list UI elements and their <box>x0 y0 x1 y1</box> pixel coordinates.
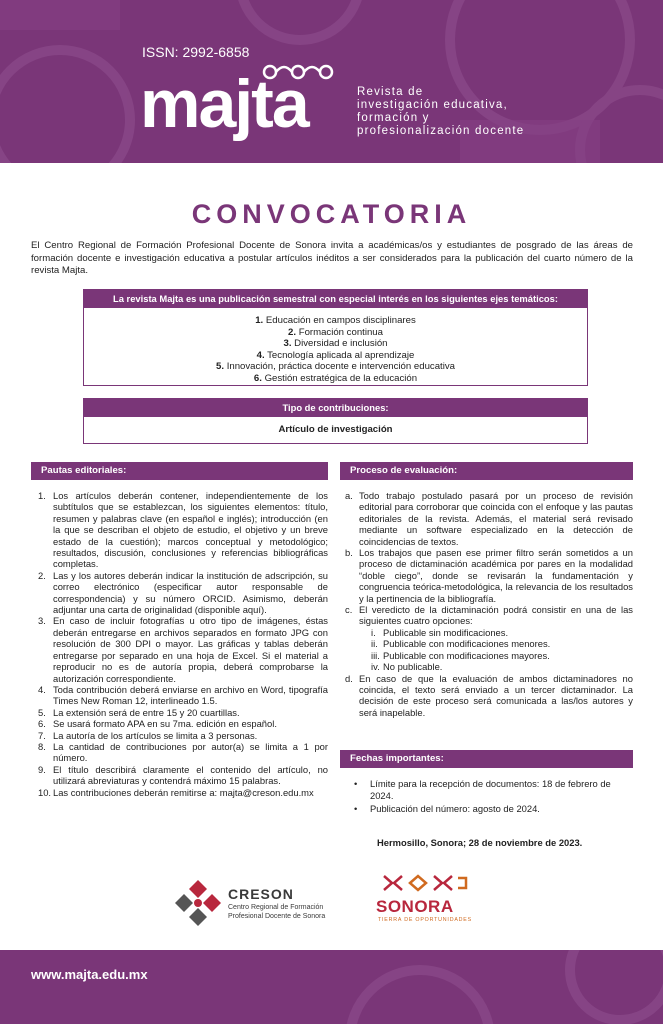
header-banner <box>0 0 663 163</box>
evaluation-process-heading: Proceso de evaluación: <box>340 462 633 480</box>
guidelines-list <box>38 490 328 798</box>
creson-subtitle: Centro Regional de Formación Profesional Docente de Sonora <box>228 904 326 920</box>
list-item: 5. La extensión será de entre 15 y 20 cuartillas. <box>38 706 240 718</box>
list-item: 6. Se usará formato APA en su 7ma. edición en español. <box>38 718 277 730</box>
creson-name: CRESON <box>228 886 294 902</box>
website-link[interactable]: www.majta.edu.mx <box>31 967 148 982</box>
list-item: 10. Las contribuciones deberán remitirse a: majta@creson.edu.mx <box>38 786 314 798</box>
list-item: 3. En caso de incluir fotografías u otro tipo de imágenes, éstas deberán entregarse en archivos separados en formato JPG con resolución de 300 DPI o mayor. Las gráficas y tablas deberán entregarse por separado en una hoja de Excel. Si el material a reproducir no es de autoría propia, deberá comprobarse la autorización correspondiente. <box>38 615 328 684</box>
footer-banner <box>0 950 663 1024</box>
list-item: 2. Formación continua <box>288 326 383 338</box>
list-item: 3. Diversidad e inclusión <box>283 338 388 350</box>
guidelines-heading: Pautas editoriales: <box>31 462 328 480</box>
creson-logo-icon <box>173 878 223 928</box>
contribution-type-box <box>83 398 588 444</box>
majta-logo: majta <box>140 66 308 142</box>
thematic-axes-heading: La revista Majta es una publicación semestral con especial interés en los siguientes ejes temáticos: <box>84 290 587 308</box>
list-item: 5. Innovación, práctica docente e intervención educativa <box>216 361 455 373</box>
thematic-axes-box <box>83 289 588 386</box>
list-item: c. El veredicto de la dictaminación podrá consistir en una de las siguientes cuatro opciones: i. Publicable sin modificaciones. ii. Publicable con modificaciones menores. iii. Publicable con modificaciones mayores. iv. No publicable. <box>345 604 633 673</box>
list-item: iv. No publicable. <box>371 661 443 673</box>
sonora-pattern-icon <box>380 872 470 894</box>
list-item: i. Publicable sin modificaciones. <box>371 626 509 638</box>
list-item: 4. Toda contribución deberá enviarse en archivo en Word, tipografía Times New Roman 12, interlineado 1.5. <box>38 683 328 707</box>
list-item: d. En caso de que la evaluación de ambos dictaminadores no coincida, el texto será enviado a un tercer dictaminador. La decisión de este proceso será comunicada a las/los autores y será inapelable. <box>345 672 633 718</box>
place-date: Hermosillo, Sonora; 28 de noviembre de 2023. <box>377 837 583 848</box>
list-item: 9. El título describirá claramente el contenido del artículo, no utilizará abreviaturas y contendrá máximo 15 palabras. <box>38 763 328 787</box>
list-item: 1. Educación en campos disciplinares <box>255 315 416 326</box>
logo-ornament-icon <box>260 58 340 82</box>
issn-label: ISSN: 2992-6858 <box>142 44 250 60</box>
important-dates-heading: Fechas importantes: <box>340 750 633 768</box>
list-item: b. Los trabajos que pasen ese primer filtro serán sometidos a un proceso de dictaminación académica por pares en la modalidad “doble ciego”, donde se revisarán la fundamentación y congruencia teórica-metodológica, la relevancia de los resultados y la pertinencia de la bibliografía. <box>345 547 633 604</box>
contribution-type-value: Artículo de investigación <box>278 424 393 435</box>
list-item: • Límite para la recepción de documentos: 18 de febrero de 2024. <box>352 778 633 801</box>
list-item: 2. Las y los autores deberán indicar la institución de adscripción, su correo electrónico (especificar autor responsable de correspondencia) y su número ORCID. Asimismo, deberán adjuntar una carta de originalidad (disponible aquí). <box>38 569 328 616</box>
list-item: a. Todo trabajo postulado pasará por un proceso de revisión editorial para corroborar que coincida con el enfoque y las pautas editoriales de la revista. Además, el material será revisado mediante un software especializado en la detección de coincidencias de textos. <box>345 490 633 547</box>
page-title: CONVOCATORIA <box>191 199 472 229</box>
sonora-name: SONORA <box>376 897 454 916</box>
intro-paragraph: El Centro Regional de Formación Profesional Docente de Sonora invita a académicas/os y estudiantes de posgrado de las áreas de formación docente e investigación educativa a postular artículos inéditos a ser considerados para la publicación del cuarto número de la revista Majta. <box>31 240 633 276</box>
list-item: 1. Los artículos deberán contener, independientemente de los subtítulos que se establezcan, los siguientes elementos: título, resumen y palabras clave (en español e inglés); introducción (en la que se describan el objeto de estudio, el objetivo y un breve estado de la cuestión); marcos conceptual y metodológico; resultados, discusión, conclusiones y referencias bibliográficas completas. <box>38 490 328 570</box>
list-item: iii. Publicable con modificaciones mayores. <box>371 649 550 661</box>
list-item: 4. Tecnología aplicada al aprendizaje <box>256 349 415 361</box>
important-dates-list <box>352 778 633 817</box>
list-item: ii. Publicable con modificaciones menores. <box>371 638 551 650</box>
list-item: 7. La autoría de los artículos se limita a 3 personas. <box>38 729 258 741</box>
list-item: 8. La cantidad de contribuciones por autor(a) se limita a 1 por número. <box>38 740 328 764</box>
footer-pattern <box>0 950 663 1024</box>
list-item: • Publicación del número: agosto de 2024. <box>352 803 633 815</box>
thematic-axes-list <box>84 308 587 385</box>
journal-tagline: Revista de investigación educativa, formación y profesionalización docente <box>357 86 525 137</box>
list-item: 6. Gestión estratégica de la educación <box>253 372 418 384</box>
sonora-tagline: TIERRA DE OPORTUNIDADES <box>378 917 472 923</box>
verdict-options-list <box>359 627 633 673</box>
evaluation-process-list <box>345 490 633 718</box>
contribution-type-heading: Tipo de contribuciones: <box>84 399 587 417</box>
